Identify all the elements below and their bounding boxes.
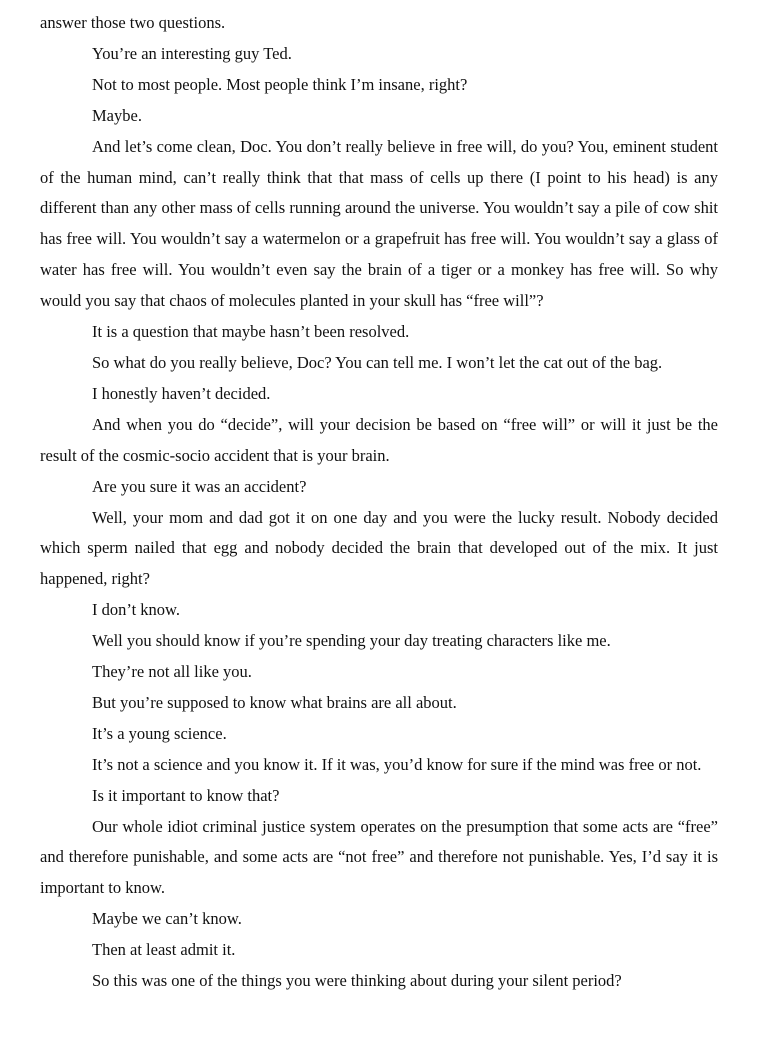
paragraph: Maybe. xyxy=(92,105,142,125)
paragraph: And when you do “decide”, will your decision be based on “free will” or will it just be the result of the cosmic-socio accident that is your brain. xyxy=(40,414,718,465)
paragraph: Our whole idiot criminal justice system operates on the presumption that some acts are “free” and therefore punishable, and some acts are “not free” and therefore not punishable. Yes, I’d say it is important to know. xyxy=(40,816,718,898)
paragraph: And let’s come clean, Doc. You don’t really believe in free will, do you? You, eminent student of the human mind, can’t really think that that mass of cells up there (I point to his head) is any different than any other mass of cells running around the universe. You wouldn’t say a pile of cow shit has free will. You wouldn’t say a watermelon or a grapefruit has free will. You wouldn’t say a glass of water has free will. You wouldn’t even say the brain of a tiger or a monkey has free will. So why would you say that chaos of molecules planted in your skull has “free will”? xyxy=(40,136,718,311)
paragraph: I don’t know. xyxy=(92,600,180,620)
paragraph: It’s a young science. xyxy=(92,723,227,743)
paragraph: It is a question that maybe hasn’t been resolved. xyxy=(92,322,410,342)
paragraph: It’s not a science and you know it. If it was, you’d know for sure if the mind was free or not. xyxy=(92,754,702,774)
paragraph: Not to most people. Most people think I’m insane, right? xyxy=(92,74,468,94)
paragraph: Then at least admit it. xyxy=(92,940,236,960)
paragraph: I honestly haven’t decided. xyxy=(92,383,271,403)
paragraph: Is it important to know that? xyxy=(92,785,280,805)
paragraph: Well, your mom and dad got it on one day and you were the lucky result. Nobody decided which sperm nailed that egg and nobody decided the brain that developed out of the mix. It just happened, right? xyxy=(40,507,718,589)
paragraph: They’re not all like you. xyxy=(92,662,252,682)
paragraph: answer those two questions. xyxy=(40,13,226,32)
paragraph: Well you should know if you’re spending your day treating characters like me. xyxy=(92,631,611,651)
paragraph: So what do you really believe, Doc? You can tell me. I won’t let the cat out of the bag. xyxy=(92,352,663,372)
paragraph: But you’re supposed to know what brains are all about. xyxy=(92,692,457,712)
paragraph: Maybe we can’t know. xyxy=(92,909,242,929)
paragraph: You’re an interesting guy Ted. xyxy=(92,43,292,63)
paragraph: So this was one of the things you were thinking about during your silent period? xyxy=(92,971,622,991)
paragraph: Are you sure it was an accident? xyxy=(92,476,307,496)
